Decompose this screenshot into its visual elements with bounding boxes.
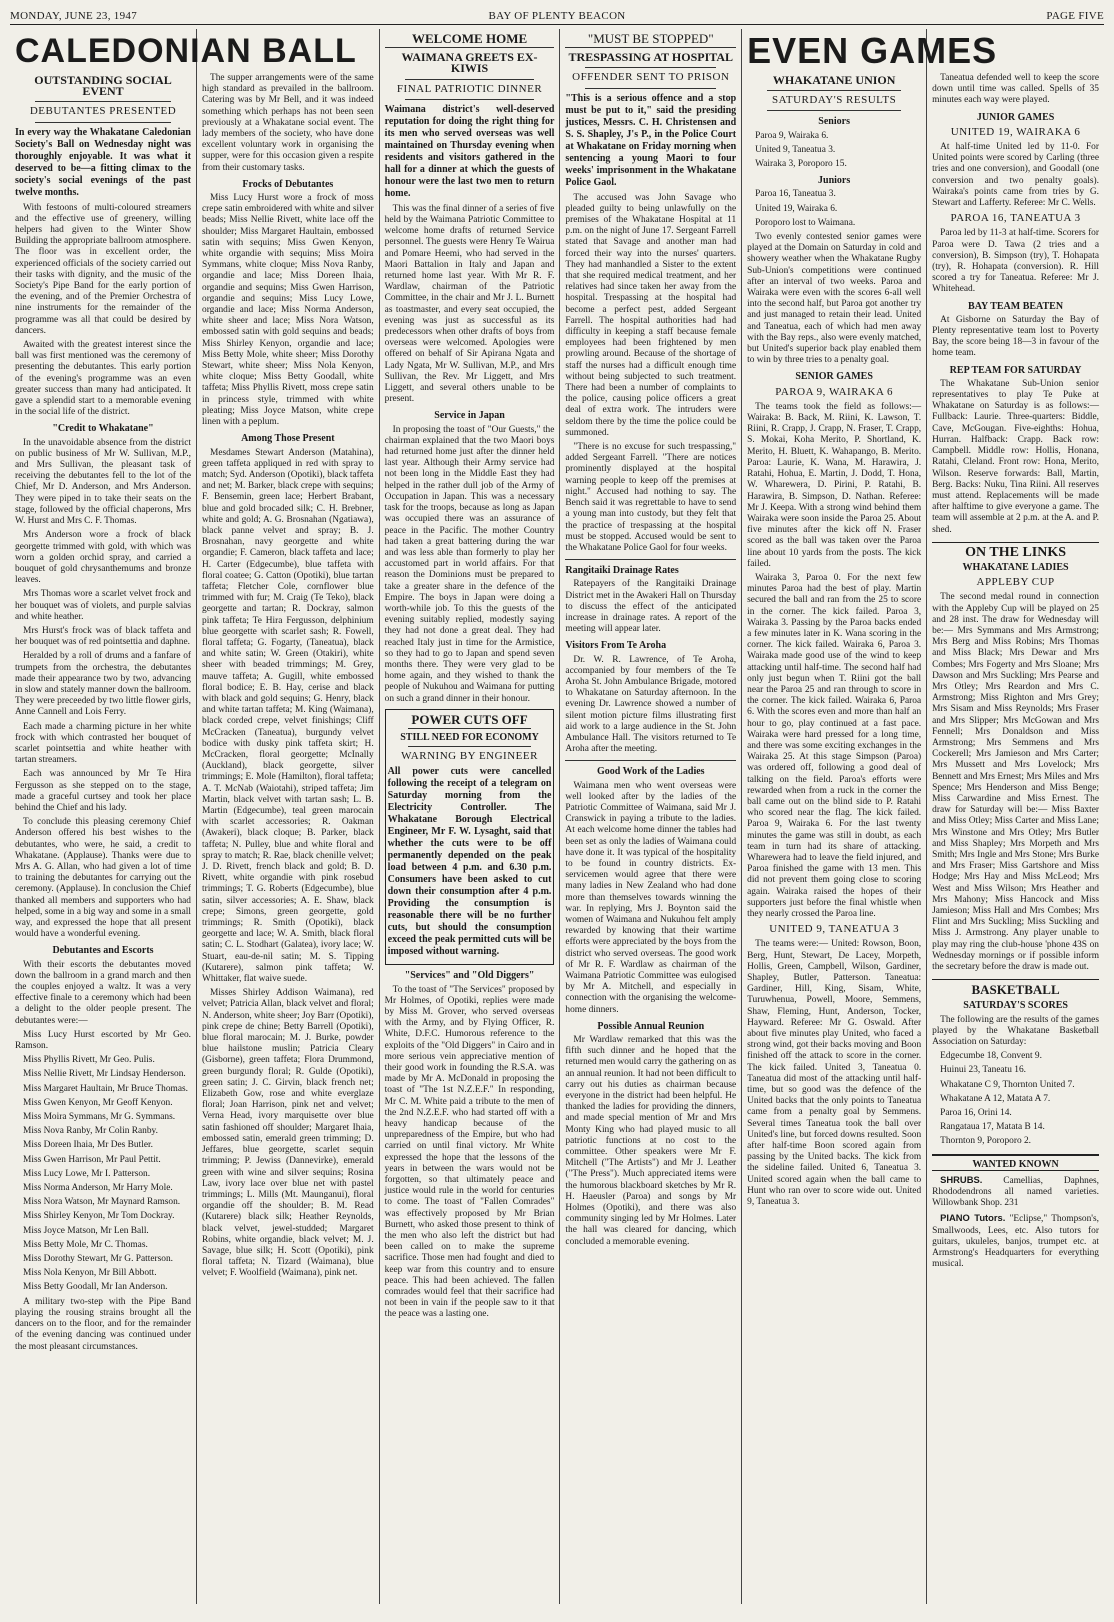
column-3 [380, 29, 561, 1604]
power-sub1: STILL NEED FOR ECONOMY [400, 731, 539, 743]
stopped-lead: "This is a serious offence and a stop must be put to it," said the presiding justices, Messrs. C. H. Christensen and S. S. Shapley, J's P., in the Police Court at Whakatane on Friday morning when sentencing a young Maori to four weeks' imprisonment in the Whakatane Police Gaol. [565, 92, 737, 188]
paragraph: The teams took the field as follows:— Wairaka: B. Back, M. Riini, K. Lawson, T. Riini, R. Crapp, J. Crapp, N. Fraser, T. Crapp, S. Mokai, Koha Merito, P. Shortland, K. Merito, H. Bluett, K. Wahapango, B. Merito. Paroa: Laurie, K. Wana, M. Harawira, J. Ratahi, Hohua, E. Martin, J. Dodd, T. Hona, W. Wharewera, D. Pirini, P. Ratahi, B. Harawira, B. Simpson, D. Nathan. Referee: Mr J. Keepa. With a strong wind behind them Wairaka were soon inside the Paroa 25. About five minutes after the kick off N. Fraser scored as the ball was taken over the Paroa line about 10 yards from the posts. The kick failed. [747, 401, 922, 569]
classified-ad [932, 1212, 1099, 1270]
game-heading: PAROA 9, WAIRAKA 6 [775, 385, 894, 398]
subheading: Good Work of the Ladies [596, 766, 705, 778]
paragraph: Waimana men who went overseas were well looked after by the ladies of the Patriotic Committee of Waimana, said Mr J. Cranswick in paying a tribute to the ladies. At each welcome home dinner the tables had been set as only the ladies of Waimana could have done it. It was typical of the hospitality to be found in country districts. Ex-servicemen would agree that there were many ladies in New Zealand who had done more than themselves towards winning the war. In replying, Mrs J. Boynton said the women of Waimana and Nukuhou felt amply rewarded by knowing that their wartime efforts were appreciated by the boys from the district who served overseas. The good work of Mr R. F. Wardlaw as chairman of the Waimana Patriotic Committee was eulogised by Mr A. Mitchell, and especially in connection with the organising the welcome-home dinners. [565, 780, 737, 1015]
subheading: Possible Annual Reunion [597, 1020, 705, 1032]
stopped-sub1: TRESPASSING AT HOSPITAL [568, 50, 734, 65]
paragraph: To the toast of "The Services" proposed by Mr Holmes, of Opotiki, replies were made by Miss M. Grover, who served overseas with the Army, and by Flying Officer, R. White, D.F.C. Humorous reference to the exploits of the "Old Diggers" in Cairo and in more serious vein appreciative mention of their good work in founding the R.S.A. was made by Mr A. McDonald in proposing the toast of "The 1st N.Z.E.F." In responding, Mr C. M. White paid a tribute to the men of the 2nd N.Z.E.F. who had started off with a heavy handicap because of the unpreparedness of the Empire, but who had carried on until final victory. Mr White expressed the hope that the lessons of the years in between the wars would not be forgotten, so that ultimately peace and justice would rule in the world for centuries to come. The toast of "Fallen Comrades" was effectively proposed by Mr Brian Burnett, who asked those present to think of the men who also left the district but had been called on to make the supreme sacrifice. Those men had fought and died to keep war from this country and to ensure peace. This had been achieved. The fallen comrades would feel that their sacrifice had not been in vain if the people saw to it that the peace was a lasting one. [384, 984, 555, 1320]
caledonian-lead: In every way the Whakatane Caledonian Society's Ball on Wednesday night was thoroughly enjoyable. It was what it deserved to be—a fitting climax to the society's social evenings of the past twelve months. [15, 126, 191, 198]
subheading: Rangitaiki Drainage Rates [565, 565, 679, 577]
power-sub2: WARNING BY ENGINEER [401, 750, 538, 763]
links-sub1: WHAKATANE LADIES [962, 561, 1069, 573]
classifieds [932, 1154, 1099, 1271]
paragraph: Paroa led by 11-3 at half-time. Scorers for Paroa were D. Tawa (2 tries and a conversion), B. Simpson (try), T. Hohapata (try), R. Hohapata (conversion). R. Hill scored a try for Taneatua. Referee: Mr J. Whitehead. [932, 228, 1099, 295]
paragraph: The Whakatane Sub-Union senior representatives to play Te Puke at Whakatane on Saturday is as follows:— Fullback: Laurie. Three-quarters: Biddle, Cave, McGougan. Five-eighths: Hohua, Hurran. Halfback: Crapp. Back row: Campbell. Middle row: Hollis, Honana, Ratahi, Cleland. Front row: Hona, Merito, Wilson. Reserve forwards: Ball, Martin, Berg. Backs: Nuku, Tina Riini. All reserves must attend. Replacements will be made after halftime to give everyone a game. The team will assemble at 2 p.m. at the A. and P. shed. [932, 378, 1099, 535]
list-item: Miss Margaret Haultain, Mr Bruce Thomas. [23, 1083, 188, 1094]
paragraph: At Gisborne on Saturday the Bay of Plenty representative team lost to Poverty Bay, the score being 18—3 in favour of the home team. [932, 314, 1099, 359]
subheading: SENIOR GAMES [795, 371, 873, 383]
subheading: Among Those Present [241, 433, 335, 445]
list-item: Miss Shirley Kenyon, Mr Tom Dockray. [23, 1211, 175, 1222]
paragraph: In proposing the toast of "Our Guests," the chairman explained that the two Maori boys had returned home just after the dinner held last year. Although their Army service had not been long in the Middle East they had helped in the rather dull job of the Army of Occupation in Japan. This was a necessary task for the troops, because as long as Japan was occupied there was an assurance of peace in the Pacific. The mother Country had taken a great battering during the war and was less able than formerly to play her accustomed part in world affairs. For that reason the Dominions must be prepared to take a greater share in the defence of the Empire. The boys in Japan were doing a worth-while job. To this the guests of the evening suitably replied, modestly saying they had not done a great deal. They had reached Italy just in time for the Armistice, so they had to go to Japan and spend seven months there. They were very glad to be home again, and they wished to thank the people of Nukuhou and Waimana for putting on such a grand dinner in their honour. [384, 424, 555, 704]
subheading: Debutantes and Escorts [52, 945, 154, 957]
paragraph: Each made a charming picture in her white frock with which contrasted her bouquet of scarlet pointsettia and white heather with tartan streamers. [15, 721, 191, 766]
list-item: Miss Betty Mole, Mr C. Thomas. [23, 1239, 148, 1250]
subheading: "Credit to Whakatane" [52, 423, 154, 435]
power-headline: POWER CUTS OFF [411, 711, 528, 727]
ad-text: Camellias, Daphnes, Rhododendrons all named varieties. Willowbank Shop. 231 [932, 1175, 1100, 1209]
game-heading: UNITED 19, WAIRAKA 6 [950, 125, 1081, 138]
result: Edgecumbe 18, Convent 9. [940, 1051, 1042, 1062]
ad-text: "Eclipse," Thompson's, Smallwoods, Lees, etc. Also tutors for guitars, ukuleles, banjos, trumpet etc. at Armstrong's Headquarters for everything musical. [932, 1214, 1099, 1270]
classified-ad [932, 1174, 1099, 1210]
list-item: Miss Betty Goodall, Mr Ian Anderson. [23, 1282, 168, 1293]
ad-lead: PIANO Tutors. [940, 1212, 1006, 1224]
issue-date: MONDAY, JUNE 23, 1947 [10, 10, 138, 22]
links-headline: ON THE LINKS [932, 542, 1099, 558]
paragraph: The supper arrangements were of the same high standard as prevailed in the ballroom. Catering was by Mr Bell, and it was indeed something which perhaps has not been seen previously at a Whakatane social event. The lady members of the society, who have done excellent voluntary work in organising the supper, were for this occasion given a respite from their customary tasks. [202, 73, 374, 173]
result: United 9, Taneatua 3. [755, 144, 836, 155]
paragraph: Mesdames Stewart Anderson (Matahina), green taffeta appliqued in red with spray to match; Syd. Anderson (Opotiki), black taffeta and net; M. Barker, black crepe with sequins; F. Bensemin, green lace; Herbert Brabant, blue and gold brocaded silk; C. H. Brebner, white and gold; A. G. Brosnahan (Ngatiawa), black panne velvet and spray; B. J. Brosnahan, navy georgette and white organdie; F. Cameron, black taffeta and lace; H. Carter (Edgecumbe), blue taffeta with floral coatee; G. Catton (Opotiki), blue tartan taffeta; Fletcher Cole, cornflower blue trimmed with fur; M. Craig (Te Teko), black georgette and tartan; R. Dockray, salmon pink taffeta; Te Hira Fergusson, delphinium blue georgette with scarlet sash; R. Fowell, floral taffeta; G. Fogarty, (Taneatua), black and white satin; W. Green (Otakiri), white sheer with beaded trimmings; M. Grey, mauve taffeta; A. Gugill, white embossed floral bodice; E. B. Hay, cerise and black with black and gold sequins; G. Henry, black and white tartan taffeta; M. King (Waimana), black corded crepe, velvet finishings; Cliff McCracken (Taneatua), burgundy velvet bodice with dusky pink taffeta skirt; H. McCracken, floral georgette; McInally (Auckland), black georgette, silver trimmings; E. Mole (Hamilton), floral taffeta; A. T. McNab (Waiotahi), striped taffeta; Jim Martin, black velvet with tartan sash; L. B. Martin (Edgecumbe), teal green marocain with scarlet accessories; R. Oakman (Awakeri), black cloque; B. Parker, black taffeta; N. Pulley, blue and white floral and spray to match; R. Rae, black chenille velvet; J. D. Rivett, french black and gold; B. D. Rivett, white organdie with pink rosebud trimmings; T. G. Roberts (Edgecumbe), blue satin, silver accessories; A. E. Shaw, black crepe; Simons, green georgette, gold trimmings; R. Smith (Opotiki), black georgette and lace; W. A. Smith, black floral satin; C. L. Stodhart (Galatea), ivory lace; W. Stuart, eau-de-nil satin; M. S. Tipping (Kutarere), salmon pink taffeta; W. Whittaker, flat waive suede. [202, 447, 374, 985]
result: Poroporo lost to Waimana. [755, 217, 856, 228]
paper-name: BAY OF PLENTY BEACON [488, 10, 626, 22]
paragraph: The following are the results of the games played by the Whakatane Basketball Association on Saturday: [932, 1014, 1099, 1048]
newspaper-page [10, 6, 1104, 1606]
ad-lead: SHRUBS. [940, 1173, 983, 1185]
result: Whakatane C 9, Thornton United 7. [940, 1079, 1075, 1090]
paragraph: The second medal round in connection with the Appleby Cup will be played on 25 and 28 inst. The draw for Wednesday will be:— Mrs Symmans and Mrs Armstrong; Mrs Berg and Miss Robins; Mrs Thomas and Miss Black; Mrs Dewar and Mrs Combes; Mrs Fogerty and Mrs Sloane; Mrs Dawson and Mrs Suckling; Mrs Pearse and Mrs Otley; Mrs Reardon and Mrs C. Armstrong; Miss Righton and Mrs Grey; Mrs Sisam and Miss Reynolds; Mrs Fraser and Mrs Slipper; Mrs McGowan and Mrs Fennell; Mrs Donaldson and Miss Armstrong; Mrs Semmens and Mrs Cockerell; Mrs Jamieson and Mrs Carter; Mrs Mussett and Mrs Lovelock; Mrs Bennett and Mrs Ernest; Mrs Miles and Mrs Spence; Mrs Henderson and Miss Benge; Miss Carwardine and Miss Ernest. The draw for Saturday will be:— Miss Baxter and Miss Otley; Miss Carter and Miss Lane; Mrs Winstone and Mrs Otley; Mrs Butler and Miss Shapley; Mrs Morpeth and Mrs Smith; Mrs Ingle and Mrs Stone; Mrs Burke and Mrs Fraser; Miss Gartshore and Miss Hodge; Mrs Hay and Miss McLeod; Mrs West and Miss Wilson; Mrs Heather and Mrs Mahony; Miss Hancock and Miss Jamieson; Miss Hall and Mrs Combes; Mrs Flint and Mrs Suckling; Miss Suckling and Miss J. Armstrong. Any player unable to play may ring the club-house 'phone 43S on Wednesday mornings or if possible inform the secretary before the draw is made out. [932, 592, 1099, 973]
list-item: Miss Doreen Ihaia, Mr Des Butler. [23, 1140, 153, 1151]
paragraph: The accused was John Savage who pleaded guilty to being unlawfully on the premises of the Whakatane Hospital at 11 p.m. on the night of June 17. Sergeant Farrell stated that Savage and another man had forced their way into the nurses' quarters. They had manhandled a Sister to the extent that she required medical treatment, and her relatives had since taken her away from the hospital. Trespassing at the hospital had become a perfect pest, added Sergeant Farrell. The hospital authorities had had difficulty in keeping a staff because female employees had been frightened by men prowling around. Because of the shortage of staff the nurses had a difficult enough time without being subjected to such treatment. There had been a number of complaints to the police, causing police officers a great deal of extra work. The intruders were seldom there by the time the police could be summoned. [565, 192, 737, 438]
paragraph: To conclude this pleasing ceremony Chief Anderson offered his best wishes to the debutantes, who were, he said, a credit to Whakatane. (Applause). Thanks were due to Mrs A. G. Allan, who had given a lot of time to training the debutantes for carrying out the ceremony. (Applause). In conclusion the Chief thanked all members and supporters who had helped, some in a big way and some in a small way, and expressed the hope that all present would have a wonderful evening. [15, 817, 191, 940]
subheading: Service in Japan [434, 410, 505, 422]
list-item: Miss Joyce Matson, Mr Len Ball. [23, 1225, 149, 1236]
list-item: Miss Gwen Harrison, Mr Paul Pettit. [23, 1154, 161, 1165]
paragraph: In the unavoidable absence from the district on public business of Mr W. Sullivan, M.P., and Mrs Sullivan, the pleasant task of receiving the debutantes fell to the lot of the Chief, Mr D. Anderson, and Mrs Anderson. They were piped in to take their seats on the stage, followed by the official chaperons, Mrs W. Hurst and Mrs C. F. Thomas. [15, 437, 191, 527]
subheading: Frocks of Debutantes [242, 178, 334, 190]
welcome-headline: WELCOME HOME [385, 33, 555, 48]
caledonian-sub: DEBUTANTES PRESENTED [29, 105, 177, 118]
paragraph: Two evenly contested senior games were played at the Domain on Saturday in cold and showery weather when the Whakatane Rugby Sub-Union's competitions were continued after an interval of two weeks. Paroa and Wairaka were even with the scores 6-all well into the second half, but Paroa got another try and just managed to retain their lead. United and Taneatua, each of which had men away with the Bay reps., also were evenly matched, but United's superior back play enabled them to win by three tries to a penalty goal. [747, 232, 922, 366]
paragraph: Mrs Hurst's frock was of black taffeta and her bouquet was of red pointsettia and daphne. [15, 625, 191, 648]
list-item: Miss Nola Kenyon, Mr Bill Abbott. [23, 1268, 157, 1279]
result: Paroa 16, Orini 14. [940, 1108, 1012, 1119]
even-sub1: WHAKATANE UNION [772, 73, 896, 87]
list-item: Miss Gwen Kenyon, Mr Geoff Kenyon. [23, 1097, 173, 1108]
paragraph: Mrs Thomas wore a scarlet velvet frock and her bouquet was of violets, and purple salvias and white heather. [15, 589, 191, 622]
paragraph: Ratepayers of the Rangitaiki Drainage District met in the Awakeri Hall on Thursday to discuss the effect of the anticipated increase in drainage rates. A report of the meeting will appear later. [565, 579, 737, 635]
paragraph: Mr Wardlaw remarked that this was the fifth such dinner and he hoped that the returned men would carry the gathering on as an annual reunion. It had not been difficult to carry out his duties as chairman because everyone in the district had been helpful. He thanked the ladies for providing the dinners, and made special mention of Mr and Mrs Monty King who had played music to all patriotic functions at no cost to the committee. Other speakers were Mr F. Mitchell ("The Artists") and Mr J. Leather ("The Press"). Much appreciated items were the humorous blackboard sketches by Mr R. H. Haeusler (Paroa) and songs by Mr Holmes (Opotiki), and there was also community singing led by Mr Holmes. Later the hall was cleared for dancing, which concluded a memorable evening. [565, 1035, 737, 1247]
even-sub2: SATURDAY'S RESULTS [772, 94, 897, 107]
basketball-headline: BASKETBALL [932, 979, 1099, 995]
paragraph: Wairaka 3, Paroa 0. For the next few minutes Paroa had the best of play. Martin secured the ball and ran from the 25 to score in the corner. The kick failed. Paroa 3, Wairaka 3. Passing by the Paroa backs ended a few minutes later in K. Wana scoring in the corner. The kick failed. Wairaka 6, Paroa 3. Wairaka made good use of the wind to keep attacking until half-time. The second half had only just begun when T. Riini got the ball near the Paroa 25 and ran through to score in the corner. The kick failed. Wairaka 6, Paroa 6. With the scores even and more than half an hour to go, play continued at a fast pace. Wairaka were hard pressed for a long time, and there was some exciting exchanges in the Wairaka 25. At this stage Simpson (Paroa) was ordered off, following a good deal of talking on the field. Paroa's efforts were rewarded when from a ruck in the corner the ball came out on the blind side to P. Ratahi who scored near the flag. The kick failed. Paroa 9, Wairaka 6. For the last twenty minutes the game was still in doubt, as each team in turn had its share of attacking. Wharewera had to leave the field injured, and Paroa finished the game with 13 men. This did not prevent them going close to scoring again. Wairaka raised the hopes of their supporters just before the final whistle when they nearly crossed the Paroa line. [747, 572, 922, 920]
paragraph: The teams were:— United: Rowson, Boon, Berg, Hunt, Stewart, De Lacey, Morpeth, Hollis, Green, Campbell, Wilson, Gardiner, Shapley, Butler, Patterson. Taneatua: Gardiner, Hill, King, Sisam, White, Turuwhenua, Powell, Moore, Semmens, Shaw, Fleming, Hunt, Anderson, Tocker, Hayward. Referee: Mr G. Oswald. After about five minutes play United, who faced a strong wind, got their backs moving and Boon finished off the attack to score in the corner. The kick failed. United 3, Taneatua 0. Taneatua did most of the attacking until half-time, but so good was the defence of the United backs that the only points to Taneatua came from a penalty goal by Semmens. Several times Taneatua took the ball over United's line, but forced downs resulted. Soon after half-time Boon scored again from passing by the United backs. The kick from the sideline failed. United 6, Taneatua 3. United scored again when the ball came to Hunt who ran over to score wide out. United 9, Taneatua 3. [747, 939, 922, 1208]
list-item: Miss Norma Anderson, Mr Harry Mole. [23, 1183, 173, 1194]
paragraph: With their escorts the debutantes moved down the ballroom in a grand march and then the couples enjoyed a waltz. It was a very effective finale to a ceremony which had been a delight to the older people present. The debutantes were:— [15, 959, 191, 1026]
masthead [10, 6, 1104, 25]
paragraph: Miss Lucy Hurst wore a frock of moss crepe satin embroidered with white and silver beads; Miss Nellie Rivett, white lace off the shoulder; Miss Margaret Haultain, embossed satin with sequins; Miss Gwen Kenyon, white organdie with sequins; Miss Moira Symmans, white cloque; Miss Nova Ranby, organdie and lace; Miss Doreen Ihaia, organdie and sequins; Miss Gwen Harrison, organdie and sequins; Miss Lucy Lowe, organdie and lace; Miss Norma Anderson, white sheer and lace; Miss Nora Watson, embossed satin with gold sequins and beads; Miss Shirley Kenyon, organdie and lace; Miss Betty Mole, white sheer; Miss Dorothy Stewart, white sheer; Miss Nola Kenyon, white cloque; Miss Betty Goodall, white taffeta; Miss Phyllis Rivett, moss crepe satin in princess style, trimmed with white pleating; Miss Joyce Matson, white crepe linen with a peplum. [202, 193, 374, 428]
basketball-sub: SATURDAY'S SCORES [963, 1000, 1068, 1012]
list-item: Miss Nora Watson, Mr Maynard Ramson. [23, 1197, 181, 1208]
paragraph: A military two-step with the Pipe Band playing the rousing strains brought all the dancers on to the floor, and for the remainder of the evening dancing was continued under the most pleasant circumstances. [15, 1296, 191, 1352]
paragraph: Dr. W. R. Lawrence, of Te Aroha, accompanied by four members of the Te Aroha St. John Ambulance Brigade, motored to Whakatane on Saturday afternoon. In the evening Dr. Lawrence showed a number of silent motion picture films illustrating first aid work to a large audience in the St. John Ambulance Hall. The visitors returned to Te Aroha after the meeting. [565, 654, 737, 755]
column-2 [197, 29, 380, 1604]
links-sub2: APPLEBY CUP [976, 576, 1055, 589]
page-number: PAGE FIVE [1046, 10, 1105, 22]
paragraph: This was the final dinner of a series of five held by the Waimana Patriotic Committee to welcome home drafts of returned Service personnel. The guests were Henry Te Wairua and Pomare Heemi, who had served in the Maori Battalion in Italy and Japan and returned home last year. With Mr R. F. Wardlaw, chairman of the Patriotic Committee, in the chair and Mr J. L. Burnett as toastmaster, and every seat occupied, the evening was just as successful as its predecessors when other drafts of boys from overseas were welcomed. Apologies were offered on behalf of Sir Apirana Ngata and Lady Ngata, Mr W. Sullivan, M.P., and Mrs Sullivan, the Rev. Mr Liggett, and Mrs Liggett, and several others unable to be present. [384, 203, 555, 405]
paragraph: Taneatua defended well to keep the score down until time was called. Spells of 35 minutes each way were played. [932, 73, 1099, 106]
subheading: "Services" and "Old Diggers" [404, 970, 535, 982]
paragraph: Heralded by a roll of drums and a fanfare of trumpets from the orchestra, the debutantes made their appearance two by two, advancing in slow and stately manner down the ballroom. They were preceeded by two little flower girls, Anne Cannell and Lois Ferry. [15, 651, 192, 718]
subheading: JUNIOR GAMES [976, 111, 1055, 123]
paragraph: "There is no excuse for such trespassing," added Sergeant Farrell. "There are notices prominently displayed at the hospital warning people to keep off the premises at night." Accused had nothing to say. The Bench said it was regrettable to have to send a young man into custody, but they felt that the practice of trespassing at the hospital must be stopped. Accused would be sent to the Whakatane Police Gaol for four weeks. [565, 442, 737, 553]
subheading: BAY TEAM BEATEN [968, 300, 1064, 312]
paragraph: Mrs Anderson wore a frock of black georgette trimmed with gold, with which was worn a golden orchid spray, and carried a bouquet of gold chrysanthemums and bronze leaves. [15, 530, 191, 586]
welcome-lead: Waimana district's well-deserved reputation for doing the right thing for its men who served overseas was well maintained on Thursday evening when residents and visitors gathered in the hall for a dinner at which the guests of honour were the last two men to return home. [384, 103, 555, 199]
result: Thornton 9, Poroporo 2. [940, 1136, 1032, 1147]
list-item: Miss Nova Ranby, Mr Colin Ranby. [23, 1126, 158, 1137]
subheading: Visitors From Te Aroha [565, 640, 667, 652]
result: Rangataua 17, Matata B 14. [940, 1122, 1045, 1133]
paragraph: At half-time United led by 11-0. For United points were scored by Carling (three tries and one conversion), and Goodall (one conversion and two penalty goals). Wairaka's points came from tries by G. Stewart and Lafferty. Referee: Mr C. Wells. [932, 142, 1099, 209]
subheading: Seniors [818, 116, 850, 128]
list-item: Miss Moira Symmans, Mr G. Symmans. [23, 1112, 176, 1123]
column-4 [560, 29, 742, 1604]
power-cuts-box [385, 709, 555, 966]
escort-list [15, 1030, 191, 1294]
paragraph: Each was announced by Mr Te Hira Fergusson as she stepped on to the stage, made a graceful curtsey and took her place behind the Chief and his lady. [15, 769, 191, 813]
game-heading: UNITED 9, TANEATUA 3 [769, 923, 900, 936]
result: United 19, Wairaka 6. [755, 203, 838, 214]
welcome-sub1: WAIMANA GREETS EX-KIWIS [401, 50, 538, 76]
stopped-headline: "MUST BE STOPPED" [565, 33, 736, 48]
result: Paroa 9, Wairaka 6. [755, 130, 829, 141]
subheading: REP TEAM FOR SATURDAY [949, 364, 1082, 376]
even-games-headline: EVEN GAMES [747, 30, 998, 71]
list-item: Miss Dorothy Stewart, Mr G. Patterson. [23, 1254, 173, 1265]
power-lead: All power cuts were cancelled following the receipt of a telegram on Saturday morning from the Electricity Controller. The Whakatane Borough Electrical Engineer, Mr F. W. Lysaght, said that whether the cuts were to be off permanently depended on the peak load between 4 p.m. and 6.30 p.m. Consumers have been asked to cut down their consumption after 4 p.m. Providing the consumption is reasonable there will be no further cuts, but should the consumption exceed the peak permitted cuts will be imposed without warning. [387, 766, 552, 958]
list-item: Miss Lucy Lowe, Mr I. Patterson. [23, 1168, 151, 1179]
result: Paroa 16, Taneatua 3. [755, 189, 836, 200]
paragraph: Misses Shirley Addison Waimana), red velvet; Patricia Allan, black velvet and floral; N. Anderson, white sheer; Joy Barr (Opotiki), pink crepe de chine; Betty Barrell (Opotiki), blue floral marocain; M. J. Burke, powder blue hailstone muslin; Patricia Cleary (Gisborne), green taffeta; Flora Drummond, green burgundy floral; R. Gulde (Opotiki), green satin; J. C. Girvin, black french net; Elizabeth Gow, rose and white everglaze floral; Joan Harrison, pink net and velvet; Verna Head, ivory marquisette over blue satin fashioned off shoulder; Margaret Ihaia, embossed satin, emerald green trimming; D. Jeffares, blue georgette, scarlet sequin trimming; P. Jewiss (Dannevirke), emerald green with wine and silver sequins; Rosina Law, ivory lace over blue net with pastel trimmings; L. Mills (Mt. Maunganui), floral organdie off the shoulder; B. M. Read (Kutarere) black silk; Heather Reynolds, black velvet, jewel-studded; Margaret Robins, white organdie, black velvet; M. J. Savage, blue silk; H. Scott (Opotiki), pink floral taffeta; N. Tizard (Waimana), blue velvet; F. Woolfield (Waimana), pink net. [202, 988, 374, 1279]
caledonian-headline: CALEDONIAN BALL [15, 32, 357, 70]
game-heading: PAROA 16, TANEATUA 3 [950, 212, 1081, 225]
caledonian-kicker: OUTSTANDING SOCIAL EVENT [34, 73, 172, 99]
column-6 [927, 29, 1104, 1604]
paragraph: Awaited with the greatest interest since the ball was first mentioned was the ceremony of presenting the debutantes. This early portion of the evening's programme was an even greater success than many had anticipated. It gave a splendid start to a memorable evening in the social life of the district. [15, 340, 191, 418]
classifieds-head: WANTED KNOWN [932, 1159, 1099, 1171]
list-item: Miss Nellie Rivett, Mr Lindsay Henderson. [23, 1069, 186, 1080]
paragraph: With festoons of multi-coloured streamers and the effective use of greenery, willing helpers had given to the Winter Show Building the appropriate ballroom atmosphere. The floor was in excellent order, the experienced officials of the society carried out their tasks with dignity, and the music of the Society's Pipe Band for the early portion of the evening, and of the Premier Orchestra of nine instruments for the remainder of the programme was all that could be desired by dancers. [15, 202, 191, 336]
list-item: Miss Lucy Hurst escorted by Mr Geo. Ramson. [15, 1029, 191, 1052]
result: Wairaka 3, Poroporo 15. [755, 159, 847, 170]
result: Huinui 23, Taneatu 16. [940, 1065, 1027, 1076]
stopped-sub2: OFFENDER SENT TO PRISON [572, 71, 730, 84]
welcome-sub2: FINAL PATRIOTIC DINNER [396, 82, 543, 95]
subheading: Juniors [818, 175, 851, 187]
result: Whakatane A 12, Matata A 7. [940, 1093, 1051, 1104]
list-item: Miss Phyllis Rivett, Mr Geo. Pulis. [23, 1055, 155, 1066]
